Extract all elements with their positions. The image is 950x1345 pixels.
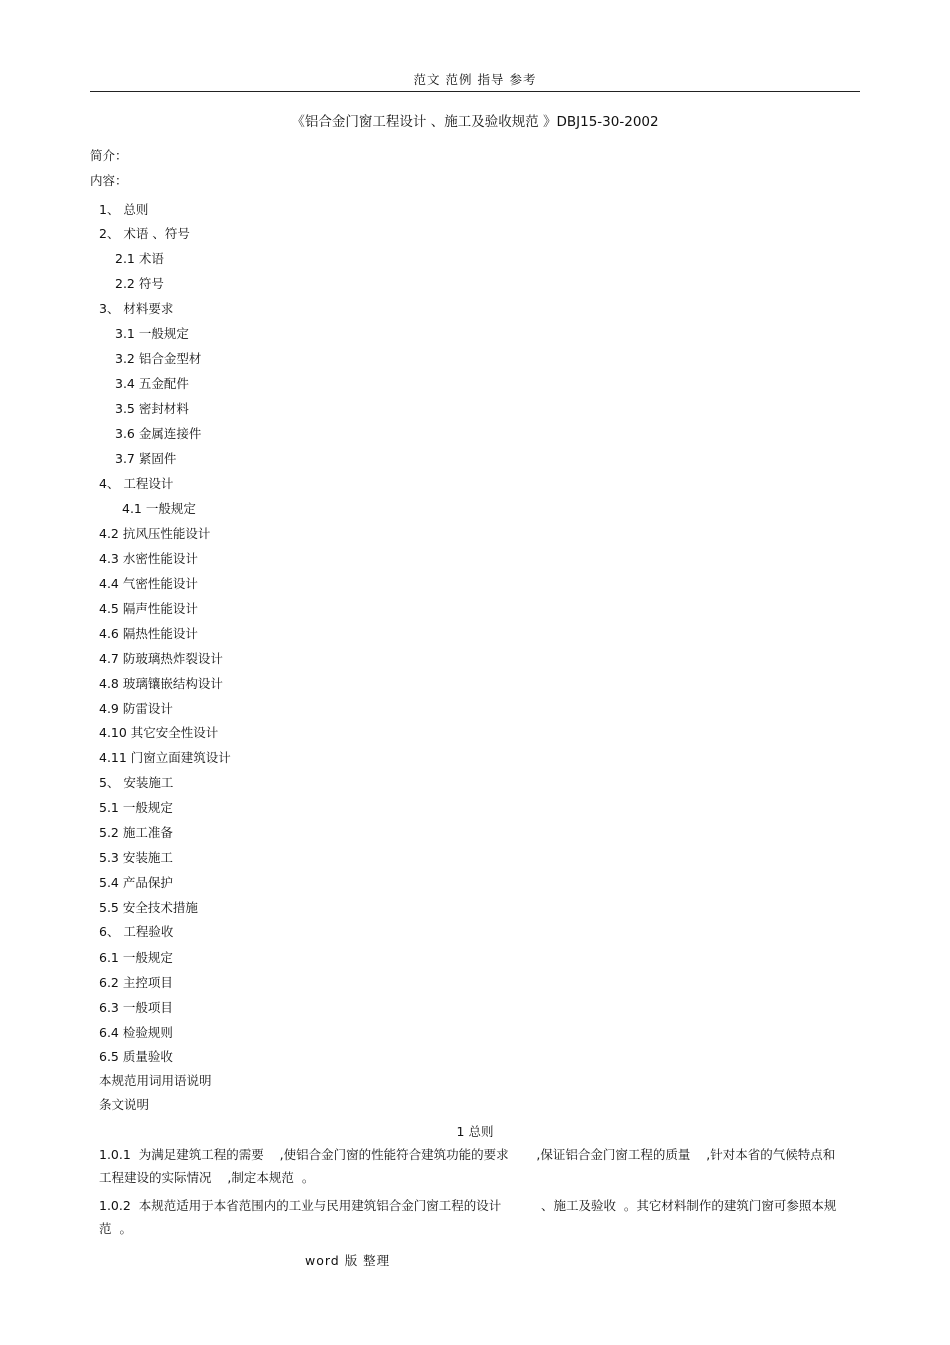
section-heading: 1 总则: [456, 1124, 494, 1139]
intro-label: 简介：: [90, 148, 128, 163]
toc-item: 3、 材料要求: [99, 301, 174, 316]
toc-item: 4.5 隔声性能设计: [99, 601, 198, 616]
header-divider: [90, 91, 860, 92]
toc-item: 5.1 一般规定: [99, 800, 173, 815]
toc-item: 2.2 符号: [115, 276, 164, 291]
clause-paragraph: 1.0.1 为满足建筑工程的需要 ,使铝合金门窗的性能符合建筑功能的要求 ,保证铝合金门窗工程的质量 ,针对本省的气候特点和工程建设的实际情况 ,制定本规范 。: [99, 1147, 836, 1185]
toc-item: 6.1 一般规定: [99, 950, 173, 965]
toc-item: 6.2 主控项目: [99, 975, 173, 990]
toc-item: 4.2 抗风压性能设计: [99, 526, 211, 541]
toc-item: 3.2 铝合金型材: [115, 351, 202, 366]
toc-item: 3.7 紧固件: [115, 451, 177, 466]
page-footer: word 版 整理: [305, 1253, 391, 1268]
toc-item: 本规范用词用语说明: [99, 1073, 212, 1088]
toc-item: 4、 工程设计: [99, 476, 174, 491]
toc-item: 4.10 其它安全性设计: [99, 725, 219, 740]
toc-item: 3.6 金属连接件: [115, 426, 202, 441]
toc-item: 3.4 五金配件: [115, 376, 189, 391]
toc-item: 3.5 密封材料: [115, 401, 189, 416]
toc-item: 6.3 一般项目: [99, 1000, 173, 1015]
toc-item: 4.7 防玻璃热炸裂设计: [99, 651, 223, 666]
toc-item: 4.6 隔热性能设计: [99, 626, 198, 641]
toc-item: 2.1 术语: [115, 251, 164, 266]
toc-item: 4.11 门窗立面建筑设计: [99, 750, 231, 765]
content-label: 内容：: [90, 173, 128, 188]
toc-item: 4.3 水密性能设计: [99, 551, 198, 566]
toc-item: 5.2 施工准备: [99, 825, 173, 840]
document-title: 《铝合金门窗工程设计 、施工及验收规范 》DBJ15-30-2002: [291, 114, 659, 130]
toc-item: 5.4 产品保护: [99, 875, 173, 890]
toc-item: 5.5 安全技术措施: [99, 900, 198, 915]
toc-item: 4.9 防雷设计: [99, 701, 173, 716]
clause-paragraph: 1.0.2 本规范适用于本省范围内的工业与民用建筑铝合金门窗工程的设计 、施工及验收 。其它材料制作的建筑门窗可参照本规范 。: [99, 1198, 837, 1236]
toc-item: 4.1 一般规定: [122, 501, 196, 516]
toc-item: 4.4 气密性能设计: [99, 576, 198, 591]
toc-item: 3.1 一般规定: [115, 326, 189, 341]
toc-item: 5.3 安装施工: [99, 850, 173, 865]
toc-item: 条文说明: [99, 1097, 150, 1112]
toc-item: 1、 总则: [99, 202, 149, 217]
toc-item: 4.8 玻璃镶嵌结构设计: [99, 676, 223, 691]
toc-item: 6.4 检验规则: [99, 1025, 173, 1040]
toc-item: 2、 术语 、符号: [99, 226, 190, 241]
toc-item: 6、 工程验收: [99, 924, 174, 939]
toc-item: 5、 安装施工: [99, 775, 174, 790]
page-header: 范文 范例 指导 参考: [413, 72, 537, 87]
toc-item: 6.5 质量验收: [99, 1049, 173, 1064]
